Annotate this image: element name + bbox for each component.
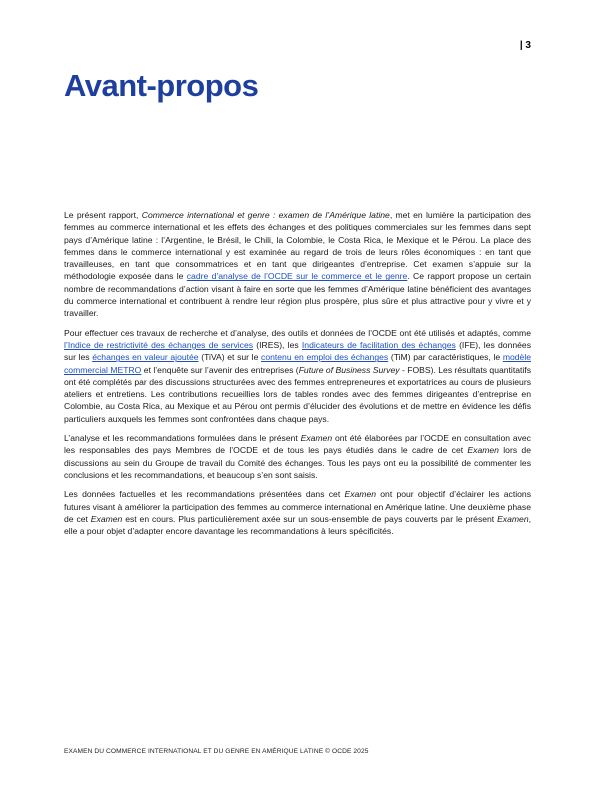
paragraph-1 — [64, 209, 531, 320]
paragraph-3 — [64, 432, 531, 481]
link-cadre-analyse[interactable]: cadre d’analyse de l’OCDE sur le commerce et le genre — [186, 271, 408, 282]
text-run: (TiM) par caractéristiques, le — [388, 352, 503, 363]
paragraph-4 — [64, 488, 531, 537]
link-ife[interactable]: Indicateurs de facilitation des échanges — [301, 339, 456, 350]
survey-name-italic: Future of Business Survey — [298, 364, 400, 375]
text-run: (IRES), les — [253, 339, 302, 350]
text-run: ont pour objectif d’éclairer les actions futures visant à améliorer la participation des femmes au commerce international en Amérique latine. Une deuxième phase de cet — [64, 489, 531, 524]
text-run: Le présent rapport, — [64, 210, 142, 220]
text-run: (TiVA) et sur le — [198, 352, 262, 363]
page-footer: EXAMEN DU COMMERCE INTERNATIONAL ET DU GENRE EN AMÉRIQUE LATINE © OCDE 2025 — [64, 748, 369, 755]
body-text — [64, 209, 531, 544]
text-run: (IFE), les données sur les — [64, 339, 531, 363]
examen-italic: Examen — [90, 513, 123, 524]
link-metro[interactable]: modèle commercial METRO — [64, 352, 532, 375]
examen-italic: Examen — [300, 433, 333, 444]
text-run: L’analyse et les recommandations formulées dans le présent — [64, 433, 301, 444]
text-run: Les données factuelles et les recommandations présentées dans cet — [64, 489, 345, 500]
text-run: lors de discussions au sein du Groupe de travail du Comité des échanges. Tous les pays ont eu la possibilité de commenter les conclusions et les recommandations, et beaucoup s’en sont saisis. — [64, 445, 531, 480]
examen-italic: Examen — [467, 445, 499, 456]
examen-italic: Examen — [497, 513, 529, 524]
paragraph-2 — [64, 327, 531, 425]
link-tim[interactable]: contenu en emploi des échanges — [261, 352, 389, 363]
examen-italic: Examen — [344, 489, 377, 500]
link-tiva[interactable]: échanges en valeur ajoutée — [92, 352, 199, 363]
text-run: est en cours. Plus particulièrement axée sur un sous-ensemble de pays couverts par le présent — [122, 513, 498, 524]
text-run: Pour effectuer ces travaux de recherche et d’analyse, des outils et données de l’OCDE ont été utilisés et adaptés, comme — [64, 327, 531, 338]
text-run: , met en lumière la participation des femmes au commerce international et les effets des échanges et des politiques commerciales sur les femmes dans sept pays d’Amérique latine : l’Argentine, le Brésil, le Chili, la Colombie, le Costa Rica, le Mexique et le Pérou. La place des femmes dans le commerce international y est examinée au regard de trois de leurs rôles économiques : en tant que travailleuses, en tant que consommatrices et en tant que dirigeantes d’entreprise. Cet examen s’appuie sur la méthodologie exposée dans le — [64, 210, 531, 282]
report-title-italic: Commerce international et genre : examen de l’Amérique latine — [141, 210, 390, 220]
text-run: , elle a pour objet d’adapter encore davantage les recommandations à leurs spécificités. — [64, 513, 531, 537]
text-run: - FOBS). Les résultats quantitatifs ont été complétés par des discussions structurées avec des femmes entrepreneures et exportatrices au cours de plusieurs ateliers et entretiens. Les contributions recueillies lors de tables rondes avec des femmes dirigeantes d’entreprise en Colombie, au Costa Rica, au Mexique et au Pérou ont permis d’élucider des évolutions et de mettre en évidence les défis particuliers auxquels les femmes sont confrontées dans chaque pays. — [64, 364, 531, 424]
link-ires[interactable]: l’Indice de restrictivité des échanges de services — [64, 339, 254, 350]
text-run: . Ce rapport propose un certain nombre de recommandations d’action visant à faire en sorte que les femmes d’Amérique latine bénéficient des avantages du commerce international et contribuent à rendre leur région plus prospère, plus sûre et plus attractive pour y vivre et y travailler. — [64, 271, 531, 319]
text-run: et l’enquête sur l’avenir des entreprises ( — [141, 364, 299, 375]
page-title: Avant-propos — [64, 68, 259, 103]
page-number: | 3 — [519, 40, 531, 51]
text-run: ont été élaborées par l’OCDE en consultation avec les responsables des pays Membres de l’OCDE et de tous les pays étudiés dans le cadre de cet — [64, 433, 531, 456]
